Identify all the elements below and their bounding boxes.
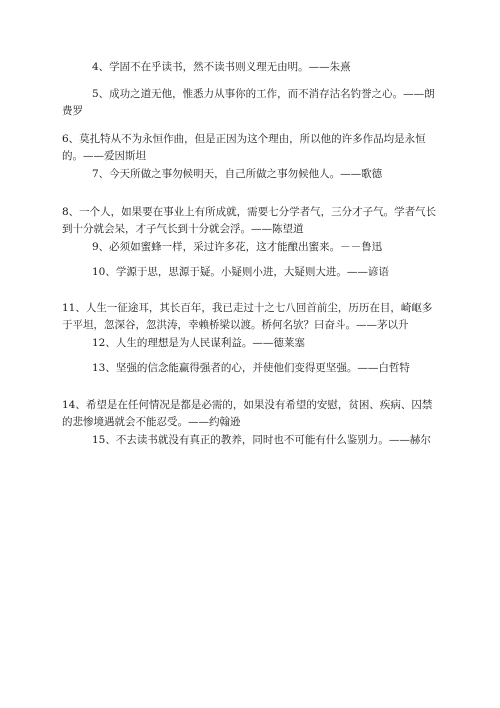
quote-12: 12、人生的理想是为人民谋利益。——德莱塞 xyxy=(92,337,305,349)
quote-4: 4、学固不在乎读书，然不读书则义理无由明。——朱熹 xyxy=(92,61,351,73)
quote-11: 11、人生一征途耳，其长百年，我已走过十之七八回首前尘，历历在目，崎岖多于平坦，忽深谷，忽洪涛，幸赖桥梁以渡。桥何名欤？曰奋斗。——茅以升 xyxy=(62,302,433,331)
quote-7: 7、今天所做之事勿候明天，自己所做之事勿候他人。——歌德 xyxy=(92,168,383,180)
quote-5: 5、成功之道无他，惟悉力从事你的工作，而不消存沽名钓誉之心。——朗费罗 xyxy=(62,88,435,117)
quote-10: 10、学源于思，思源于疑。小疑则小进，大疑则大进。——谚语 xyxy=(92,266,389,278)
quote-6: 6、莫扎特从不为永恒作曲，但是正因为这个理由，所以他的许多作品均是永恒的。——爱因斯坦 xyxy=(62,133,426,162)
quote-14: 14、希望是在任何情况是都是必需的，如果没有希望的安慰，贫困、疾病、囚禁的悲惨境遇就会不能忍受。——约翰逊 xyxy=(62,399,433,428)
quote-9: 9、必须如蜜蜂一样，采过许多花，这才能酿出蜜来。－－鲁迅 xyxy=(92,241,383,253)
quote-13: 13、坚强的信念能赢得强者的心，并使他们变得更坚强。——白哲特 xyxy=(92,362,410,374)
quote-15: 15、不去读书就没有真正的教养，同时也不可能有什么鉴别力。——赫尔 xyxy=(92,434,431,446)
quote-8: 8、一个人，如果要在事业上有所成就，需要七分学者气，三分才子气。学者气长到十分就会呆，才子气长到十分就会浮。——陈望道 xyxy=(62,206,437,235)
